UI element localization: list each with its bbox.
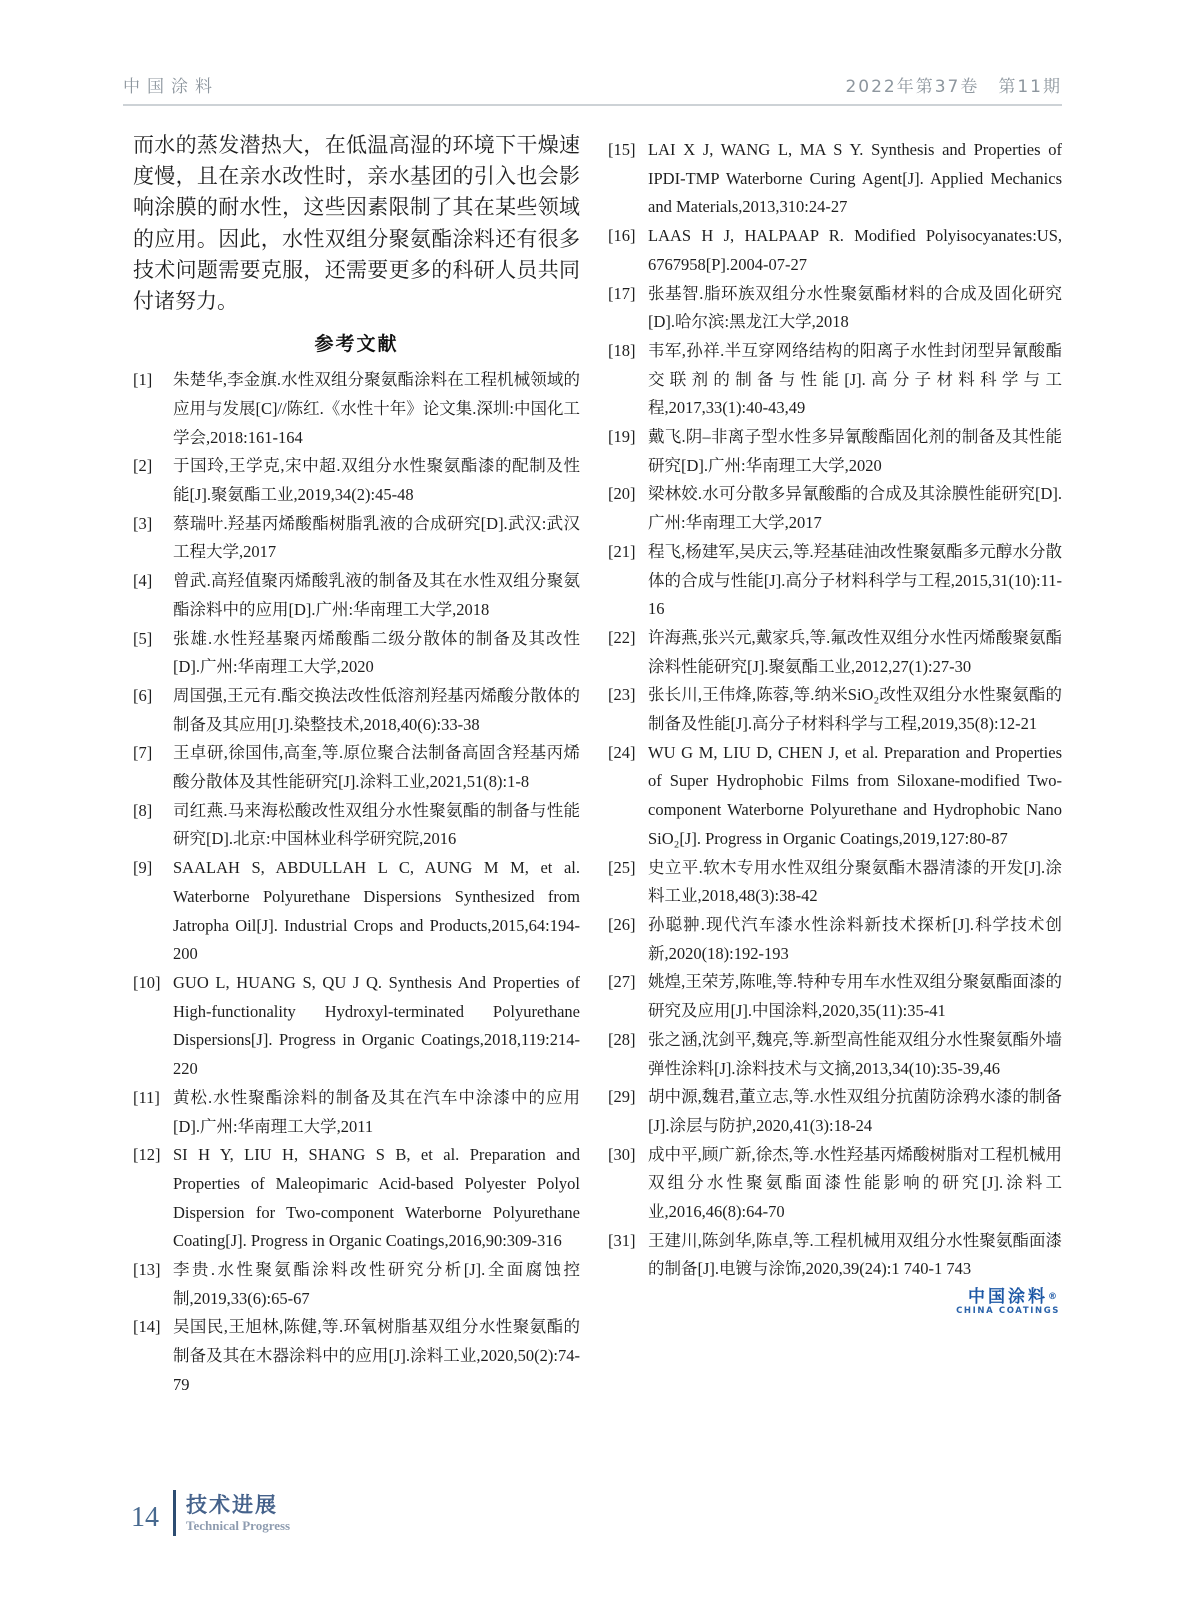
right-column [608,136,1062,1317]
footer-section [186,1493,290,1534]
reference-text: 李贵.水性聚氨酯涂料改性研究分析[J].全面腐蚀控制,2019,33(6):65-67 [173,1260,580,1308]
page-number: 14 [131,1502,159,1533]
reference-text: 韦军,孙祥.半互穿网络结构的阳离子水性封闭型异氰酸酯交联剂的制备与性能[J].高分子材料科学与工程,2017,33(1):40-43,49 [648,340,1062,418]
reference-number: [26] [608,914,636,934]
reference-text: LAI X J, WANG L, MA S Y. Synthesis and Properties of IPDI-TMP Waterborne Curing Agent[J]. Applied Mechanics and Materials,2013,310:24-27 [648,140,1062,217]
reference-number: [15] [608,140,636,159]
reference-item [608,280,1062,337]
reference-number: [31] [608,1230,636,1250]
reference-text: 王卓研,徐国伟,高奎,等.原位聚合法制备高固含羟基丙烯酸分散体及其性能研究[J].涂料工业,2021,51(8):1-8 [173,743,580,792]
reference-number: [29] [608,1087,636,1107]
reference-text: 吴国民,王旭林,陈健,等.环氧树脂基双组分水性聚氨酯的制备及其在木器涂料中的应用[J].涂料工业,2020,50(2):74-79 [173,1317,580,1394]
reference-item [608,968,1062,1025]
reference-number: [14] [133,1317,161,1337]
reference-text: 曾武.高羟值聚丙烯酸乳液的制备及其在水性双组分聚氨酯涂料中的应用[D].广州:华南理工大学,2018 [173,571,580,619]
section-title-zh: 技术进展 [186,1492,278,1517]
reference-item [133,625,580,682]
reference-text: 许海燕,张兴元,戴家兵,等.氟改性双组分水性丙烯酸聚氨酯涂料性能研究[J].聚氨酯工业,2012,27(1):27-30 [648,627,1062,676]
reference-text: 张长川,王伟烽,陈蓉,等.纳米SiO₂改性双组分水性聚氨酯的制备及性能[J].高分子材料科学与工程,2019,35(8):12-21 [648,685,1062,734]
reference-item [608,136,1062,222]
logo-wordmark: 中国涂料® [968,1287,1060,1308]
reference-number: [7] [133,743,153,763]
reference-item [133,567,580,624]
reference-text: 黄松.水性聚酯涂料的制备及其在汽车中涂漆中的应用[D].广州:华南理工大学,2011 [173,1087,580,1136]
reference-item [608,854,1062,911]
reference-text: 周国强,王元有.酯交换法改性低溶剂羟基丙烯酸分散体的制备及其应用[J].染整技术,2018,40(6):33-38 [173,685,580,734]
reference-number: [6] [133,685,153,705]
references-list-left [133,366,580,1399]
reference-text: 王建川,陈剑华,陈卓,等.工程机械用双组分水性聚氨酯面漆的制备[J].电镀与涂饰,2020,39(24):1 740-1 743 [648,1230,1062,1279]
issue-info: 2022年第37卷 第11期 [845,77,1062,97]
reference-text: 史立平.软木专用水性双组分聚氨酯木器清漆的开发[J].涂料工业,2018,48(3):38-42 [648,857,1062,906]
reference-text: WU G M, LIU D, CHEN J, et al. Preparation and Properties of Super Hydrophobic Films from Siloxane-modified Two-component Waterborne Polyurethane and Hydrophobic Nano SiO₂[J]. Progress in Organic Coatings,2019,127:80-87 [648,742,1062,848]
footer-divider [173,1490,176,1536]
reference-item [133,452,580,509]
reference-number: [20] [608,484,636,504]
reference-text: 戴飞.阴–非离子型水性多异氰酸酯固化剂的制备及其性能研究[D].广州:华南理工大学,2020 [648,427,1062,475]
references-list-right [608,136,1062,1284]
journal-name: 中国涂料 [123,77,219,97]
reference-number: [4] [133,571,153,591]
reference-number: [24] [608,742,636,762]
reference-item [133,1141,580,1256]
reference-text: 于国玲,王学克,宋中超.双组分水性聚氨酯漆的配制及性能[J].聚氨酯工业,2019,34(2):45-48 [173,456,580,505]
reference-item [608,423,1062,480]
reference-text: 程飞,杨建军,吴庆云,等.羟基硅油改性聚氨酯多元醇水分散体的合成与性能[J].高分子材料科学与工程,2015,31(10):11-16 [648,541,1062,619]
reference-number: [10] [133,972,161,992]
reference-text: 司红燕.马来海松酸改性双组分水性聚氨酯的制备与性能研究[D].北京:中国林业科学研究院,2016 [173,800,580,849]
intro-paragraph: 而水的蒸发潜热大，在低温高湿的环境下干燥速度慢，且在亲水改性时，亲水基团的引入也会影响涂膜的耐水性，这些因素限制了其在某些领域的应用。因此，水性双组分聚氨酯涂料还有很多技术问题需要克服，还需要更多的科研人员共同付诸努力。 [133,133,580,314]
reference-item [608,681,1062,738]
reference-text: 胡中源,魏君,董立志,等.水性双组分抗菌防涂鸦水漆的制备[J].涂层与防护,2020,41(3):18-24 [648,1087,1062,1135]
reference-item [133,510,580,567]
reference-item [133,682,580,739]
reference-item [608,538,1062,624]
reference-number: [3] [133,513,153,533]
reference-number: [11] [133,1087,160,1107]
logo-subtitle: CHINA COATINGS [956,1306,1060,1317]
reference-item [133,797,580,854]
reference-number: [1] [133,370,153,390]
reference-text: LAAS H J, HALPAAP R. Modified Polyisocyanates:US, 6767958[P].2004-07-27 [648,226,1062,274]
reference-number: [18] [608,340,636,360]
reference-item [608,624,1062,681]
reference-number: [5] [133,628,153,648]
section-title-en: Technical Progress [186,1517,291,1533]
reference-number: [25] [608,857,636,877]
reference-text: 梁林姣.水可分散多异氰酸酯的合成及其涂膜性能研究[D].广州:华南理工大学,2017 [648,484,1062,533]
reference-number: [19] [608,427,636,447]
reference-item [133,1084,580,1141]
page-footer [131,1490,290,1536]
reference-number: [30] [608,1144,636,1164]
reference-number: [21] [608,541,636,561]
reference-item [133,854,580,969]
reference-text: SAALAH S, ABDULLAH L C, AUNG M M, et al. Waterborne Polyurethane Dispersions Synthesized from Jatropha Oil[J]. Industrial Crops and Products,2015,64:194-200 [173,858,580,964]
reference-number: [22] [608,627,636,647]
reference-number: [12] [133,1145,161,1165]
reference-number: [16] [608,226,636,246]
reference-item [608,1227,1062,1284]
reference-number: [8] [133,800,153,820]
reference-item [608,1141,1062,1227]
reference-item [133,366,580,452]
reference-number: [9] [133,858,153,878]
china-coatings-logo [608,1288,1062,1317]
reference-item [608,911,1062,968]
reference-item [133,739,580,796]
references-heading: 参考文献 [314,333,399,356]
reference-text: SI H Y, LIU H, SHANG S B, et al. Preparation and Properties of Maleopimaric Acid-based Polyester Polyol Dispersion for Two-component Waterborne Polyurethane Coating[J]. Progress in Organic Coatings,2016,90:309-316 [173,1145,580,1251]
reference-item [133,1256,580,1313]
reference-item [133,1313,580,1399]
reference-number: [17] [608,283,636,303]
reference-text: 张雄.水性羟基聚丙烯酸酯二级分散体的制备及其改性[D].广州:华南理工大学,2020 [173,628,580,677]
reference-item [608,1026,1062,1083]
reference-text: GUO L, HUANG S, QU J Q. Synthesis And Properties of High-functionality Hydroxyl-terminated Polyurethane Dispersions[J]. Progress in Organic Coatings,2018,119:214-220 [173,972,580,1079]
reference-number: [2] [133,456,153,476]
reference-text: 姚煌,王荣芳,陈唯,等.特种专用车水性双组分聚氨酯面漆的研究及应用[J].中国涂料,2020,35(11):35-41 [648,972,1062,1021]
page-header [123,72,1062,106]
reference-item [608,222,1062,279]
reference-number: [28] [608,1029,636,1049]
reference-text: 孙聪翀.现代汽车漆水性涂料新技术探析[J].科学技术创新,2020(18):192-193 [648,914,1062,963]
reference-text: 张之涵,沈剑平,魏亮,等.新型高性能双组分水性聚氨酯外墙弹性涂料[J].涂料技术与文摘,2013,34(10):35-39,46 [648,1029,1062,1078]
reference-text: 成中平,顾广新,徐杰,等.水性羟基丙烯酸树脂对工程机械用双组分水性聚氨酯面漆性能影响的研究[J].涂料工业,2016,46(8):64-70 [648,1144,1062,1222]
reference-item [608,480,1062,537]
left-column [133,130,580,1400]
reference-item [608,337,1062,423]
reference-item [133,969,580,1084]
registered-mark-icon: ® [1048,1292,1060,1303]
reference-item [608,1083,1062,1140]
reference-item [608,739,1062,854]
reference-text: 朱楚华,李金旗.水性双组分聚氨酯涂料在工程机械领域的应用与发展[C]//陈红.《水性十年》论文集.深圳:中国化工学会,2018:161-164 [173,370,580,447]
reference-text: 张基智.脂环族双组分水性聚氨酯材料的合成及固化研究[D].哈尔滨:黑龙江大学,2018 [648,283,1062,332]
reference-number: [27] [608,972,636,992]
reference-text: 蔡瑞叶.羟基丙烯酸酯树脂乳液的合成研究[D].武汉:武汉工程大学,2017 [173,513,580,562]
reference-number: [13] [133,1260,161,1280]
reference-number: [23] [608,685,636,705]
